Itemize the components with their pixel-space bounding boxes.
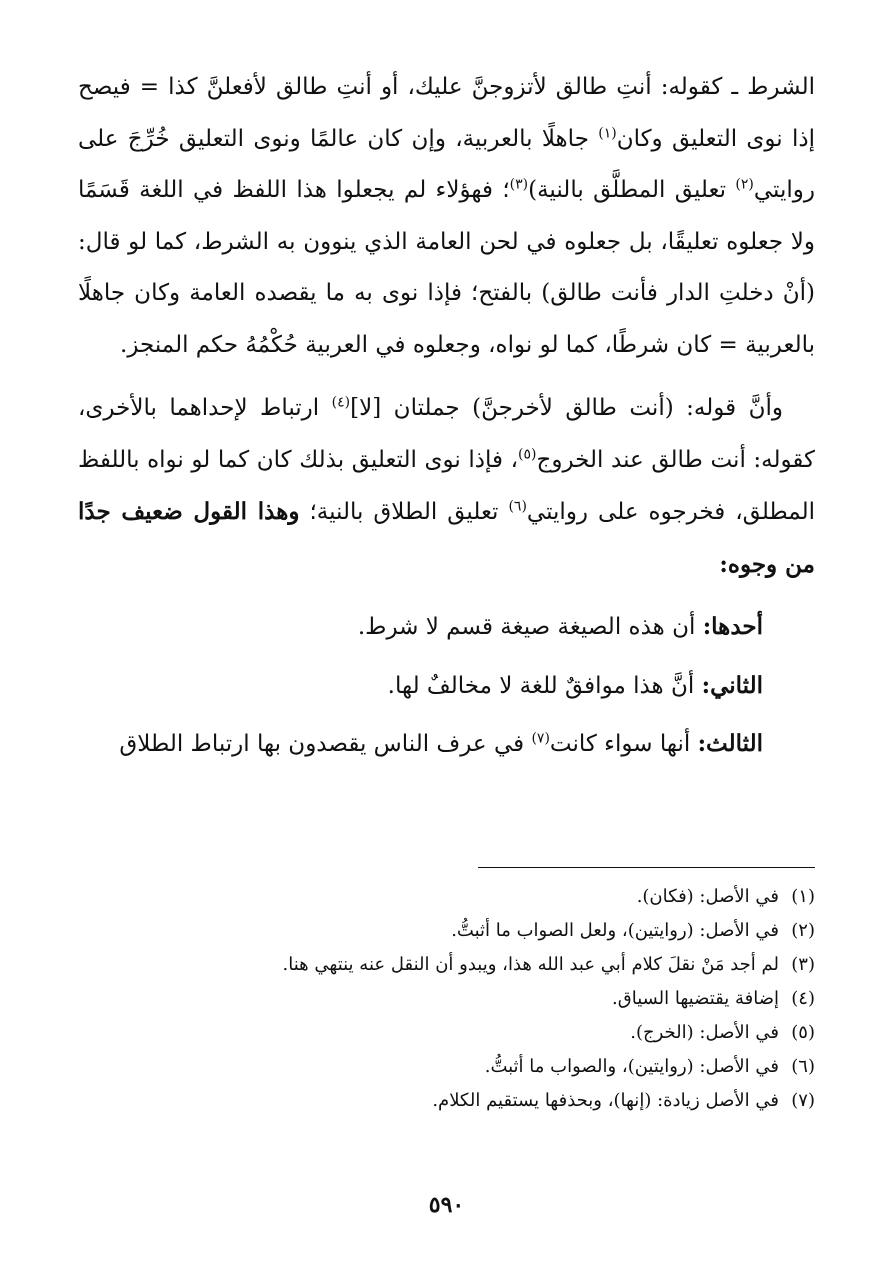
footnote-marker-3[interactable]: (٣) [509, 176, 529, 193]
point-label: الثاني: [701, 671, 763, 699]
footnote-2 [78, 914, 815, 948]
footnote-marker-7[interactable]: (٧) [531, 730, 550, 747]
footnote-6 [78, 1050, 815, 1084]
footnotes [78, 880, 815, 1118]
point-label: الثالث: [697, 730, 763, 757]
footnote-text: في الأصل: (الخرج). [630, 1022, 779, 1043]
aspects-intro: وهذا القول ضعيف جدًا من وجوه: [78, 498, 815, 578]
footnote-text: في الأصل: (روايتين)، والصواب ما أثبتُّ. [484, 1056, 779, 1077]
footnote-text: في الأصل زيادة: (إنها)، وبحذفها يستقيم الكلام. [432, 1090, 779, 1111]
footnote-number: (٣) [791, 954, 815, 975]
page-number: ٥٩٠ [428, 1192, 465, 1218]
footnote-text: لم أجد مَنْ نقلَ كلام أبي عبد الله هذا، ويبدو أن النقل عنه ينتهي هنا. [282, 954, 779, 975]
footnote-text: في الأصل: (فكان). [636, 886, 779, 907]
footnote-divider [478, 867, 815, 868]
footnote-text: إضافة يقتضيها السياق. [612, 988, 779, 1009]
point-first: أحدها: أن هذه الصيغة صيغة قسم لا شرط. [357, 613, 763, 640]
footnote-number: (٤) [791, 988, 815, 1009]
footnote-4 [78, 982, 815, 1016]
footnote-marker-2[interactable]: (٢) [735, 176, 754, 193]
main-text [78, 62, 815, 771]
paragraph-1: الشرط ـ كقوله: أنتِ طالق لأتزوجنَّ عليك، أو أنتِ طالق لأفعلنَّ كذا = فيصح إذا نوى التعليق وكان$^{(١)}$ جاهلًا بالعربية، وإن كان عالمًا ونوى التعليق خُرِّجَ على روايتي$^{(٢)}$ تعليق المطلَّق بالنية)$^{(٣)}$؛ فهؤلاء لم يجعلوا هذا اللفظ في اللغة قَسَمًا ولا جعلوه تعليقًا، بل جعلوه في لحن العامة الذي ينوون به الشرط، كما لو قال: (أنْ دخلتِ الدار فأنت طالق) بالفتح؛ فإذا نوى به ما يقصده العامة وكان جاهلًا بالعربية = كان شرطًا، كما لو نواه، وجعلوه في العربية حُكْمُهُ حكم المنجز. [78, 74, 816, 358]
footnote-text: في الأصل: (روايتين)، ولعل الصواب ما أثبتُّ. [451, 920, 779, 941]
footnote-3 [78, 948, 815, 982]
footnote-number: (٥) [791, 1022, 815, 1043]
footnote-marker-6[interactable]: (٦) [508, 498, 527, 515]
footnote-marker-1[interactable]: (١) [598, 124, 617, 141]
footnote-marker-4[interactable]: (٤) [331, 394, 351, 411]
point-label: أحدها: [702, 613, 763, 640]
footnote-marker-5[interactable]: (٥) [518, 445, 537, 462]
footnote-number: (٢) [791, 920, 815, 941]
footnote-number: (٦) [791, 1056, 815, 1077]
point-third: الثالث: أنها سواء كانت$^{(٧)}$ في عرف الناس يقصدون بها ارتباط الطلاق [119, 730, 763, 757]
footnote-5 [78, 1016, 815, 1050]
paragraph-2: وأنَّ قوله: (أنت طالق لأخرجنَّ) جملتان [لا]$^{(٤)}$ ارتباط لإحداهما بالأخرى، كقوله: أنت طالق عند الخروج$^{(٥)}$، فإذا نوى التعليق بذلك كان كما لو نواه باللفظ المطلق، فخرجوه على روايتي$^{(٦)}$ تعليق الطلاق بالنية؛ وهذا القول ضعيف جدًا من وجوه: [78, 394, 815, 578]
footnote-number: (٧) [791, 1090, 815, 1111]
footnote-7 [78, 1084, 815, 1118]
point-second: الثاني: أنَّ هذا موافقٌ للغة لا مخالفٌ لها. [387, 671, 763, 699]
footnote-number: (١) [791, 886, 815, 907]
footnote-1 [78, 880, 815, 914]
